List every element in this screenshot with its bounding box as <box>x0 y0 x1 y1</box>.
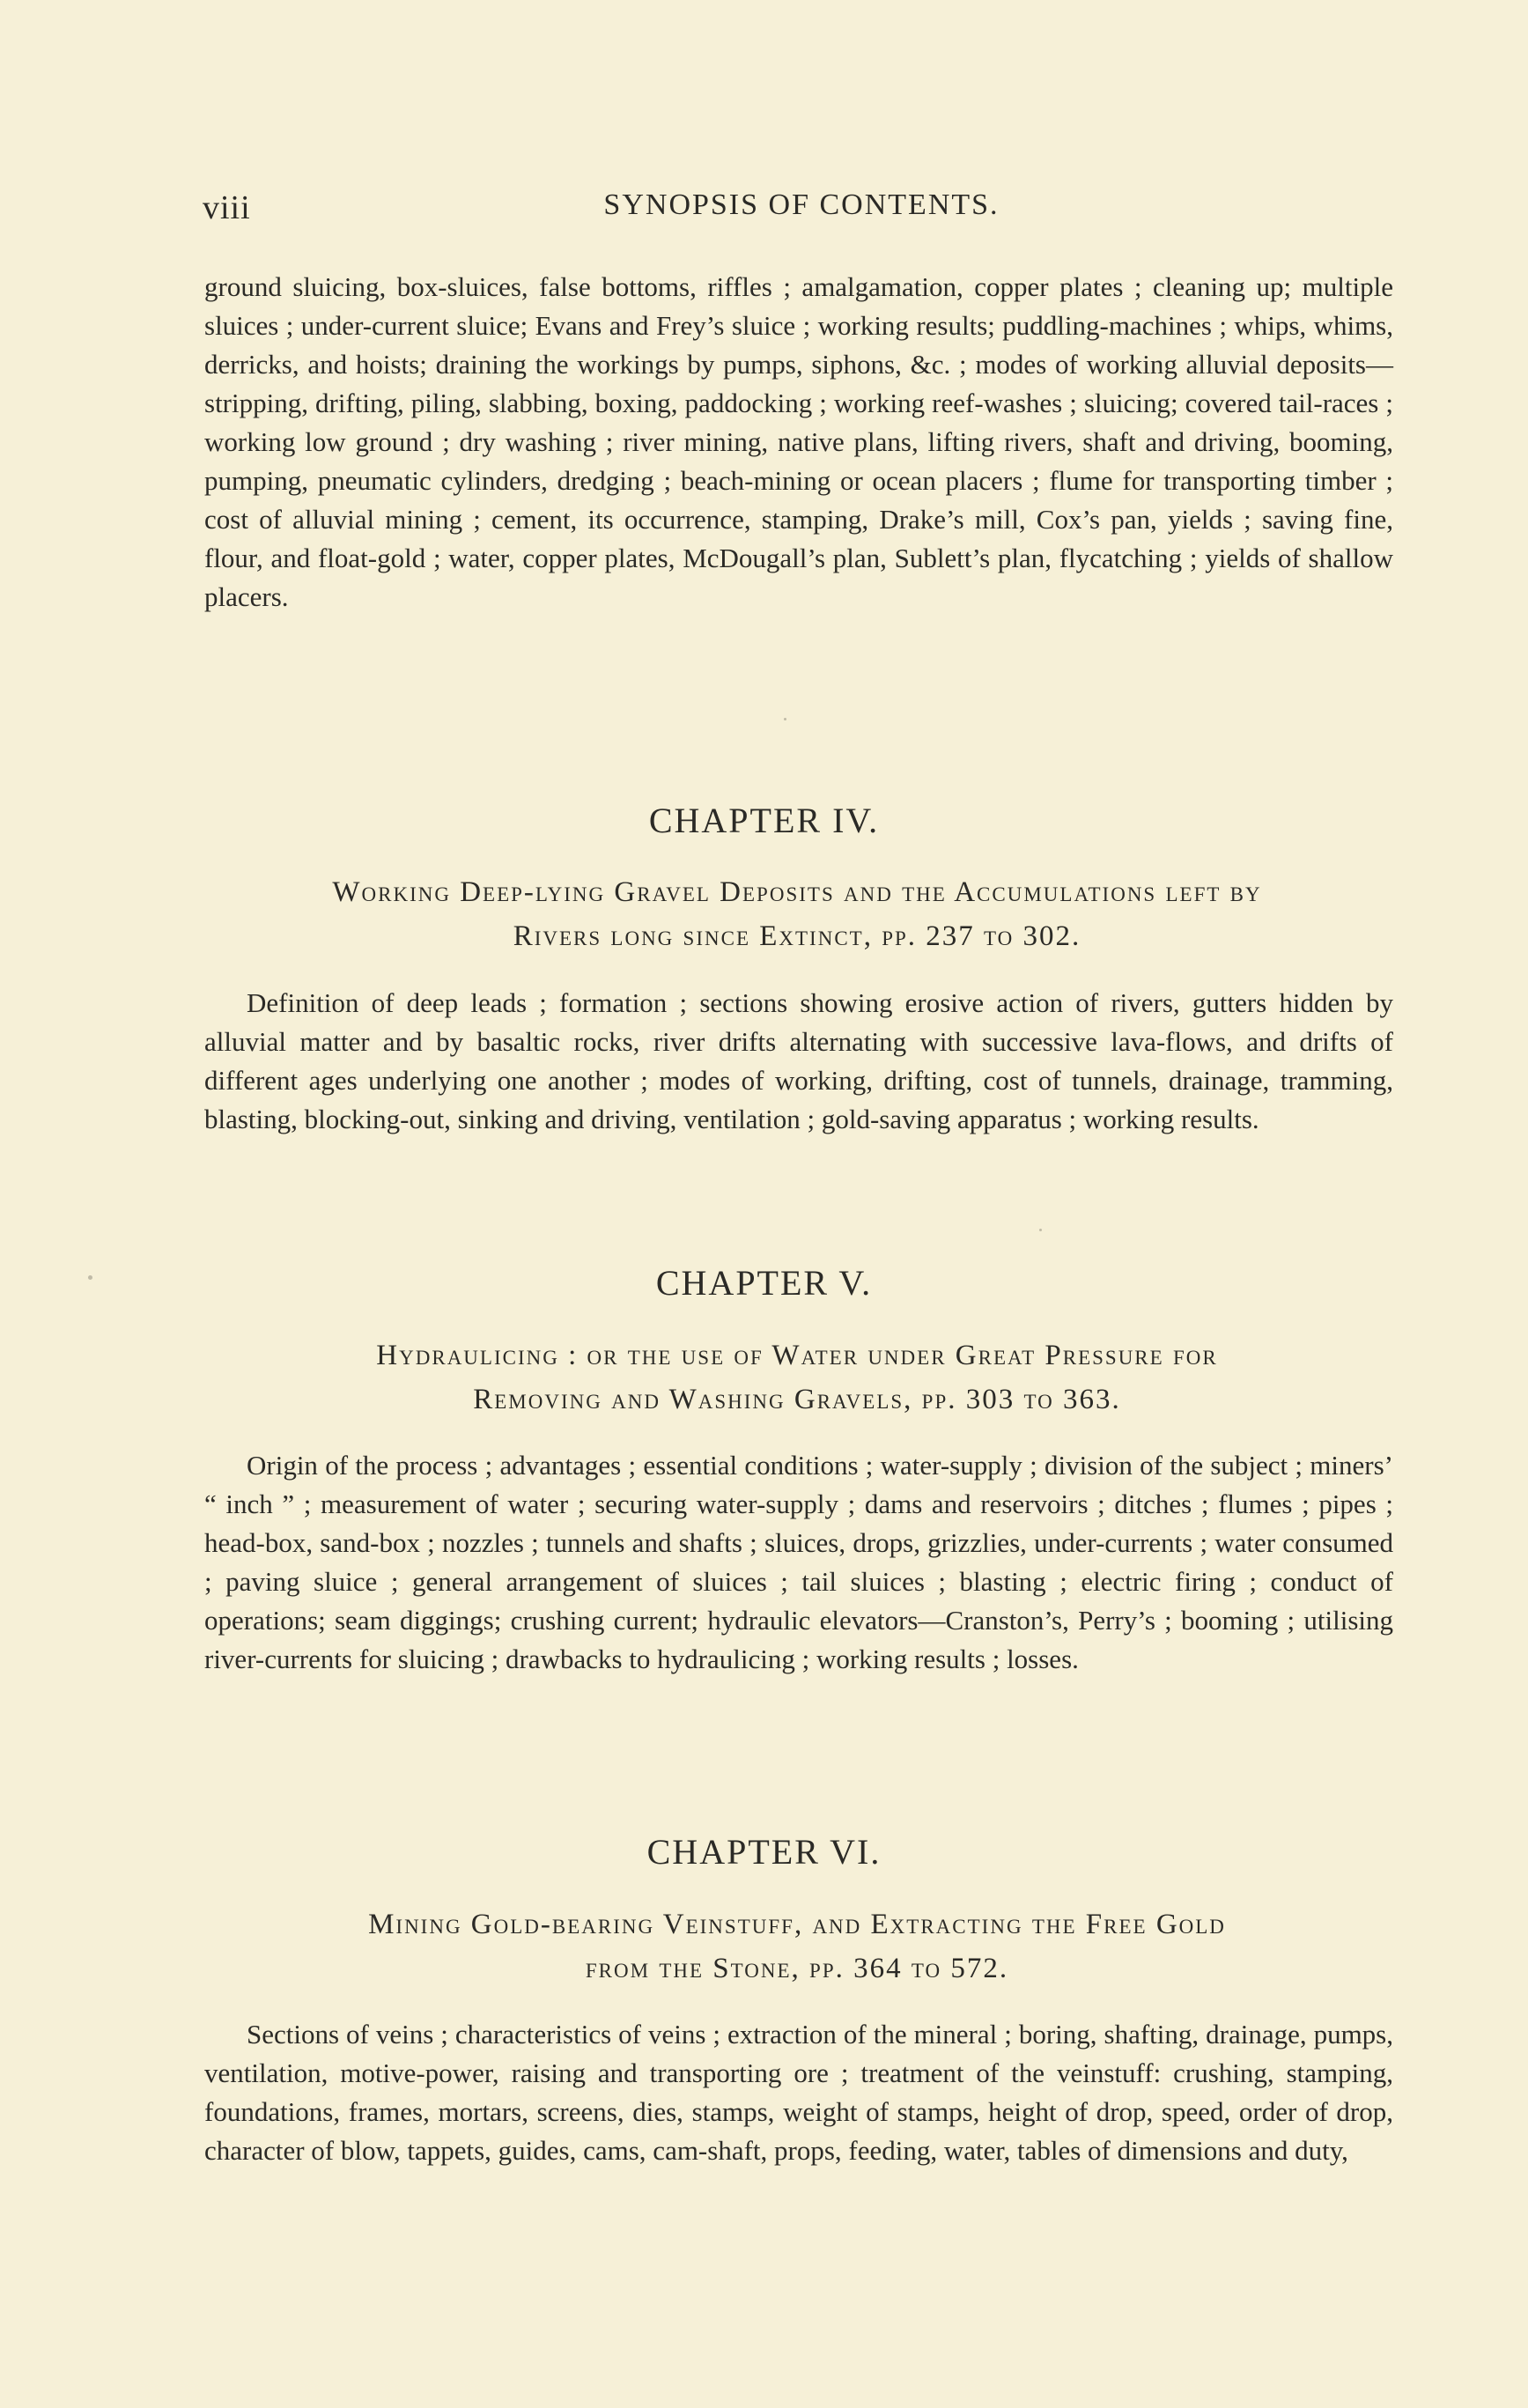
paper-speck <box>784 718 786 720</box>
paper-speck <box>88 1275 92 1280</box>
intro-paragraph: ground sluicing, box-sluices, false bottoms, riffles ; amalgamation, copper plates ; cleaning up; multiple sluices ; under-current sluice; Evans and Frey’s sluice ; working results; puddling-machines ; whips, whims, derricks, and hoists; draining the workings by pumps, siphons, &c. ; modes of working alluvial deposits—stripping, drifting, piling, slabbing, boxing, paddocking ; working reef-washes ; sluicing; covered tail-races ; working low ground ; dry washing ; river mining, native plans, lifting rivers, shaft and driving, booming, pumping, pneumatic cylinders, dredging ; beach-mining or ocean placers ; flume for transporting timber ; cost of alluvial mining ; cement, its occurrence, stamping, Drake’s mill, Cox’s pan, yields ; saving fine, flour, and float-gold ; water, copper plates, McDougall’s plan, Sublett’s plan, flycatching ; yields of shallow placers. <box>204 271 1393 612</box>
chapter-v-synopsis: Origin of the process ; advantages ; essential conditions ; water-supply ; division of the subject ; miners’ “ inch ” ; measurement of water ; securing water-supply ; dams and reservoirs ; ditches ; flumes ; pipes ; head-box, sand-box ; nozzles ; tunnels and shafts ; sluices, drops, grizzlies, under-currents ; water consumed ; paving sluice ; general arrangement of sluices ; tail sluices ; blasting ; electric firing ; conduct of operations; seam diggings; crushing current; hydraulic elevators—Cranston’s, Perry’s ; booming ; utilising river-currents for sluicing ; drawbacks to hydraulicing ; working results ; losses. <box>204 1450 1393 1674</box>
chapter-v-heading: CHAPTER V. <box>655 1263 873 1303</box>
chapter-vi-synopsis: Sections of veins ; characteristics of veins ; extraction of the mineral ; boring, shafting, drainage, pumps, ventilation, motive-power, raising and transporting ore ; treatment of the veinstuff: crushing, stamping, foundations, frames, mortars, screens, dies, stamps, weight of stamps, height of drop, speed, order of drop, character of blow, tappets, guides, cams, cam-shaft, props, feeding, water, tables of dimensions and duty, <box>204 2019 1393 2166</box>
chapter-vi-subtitle-line2: from the Stone, pp. 364 to 572. <box>585 1953 1009 1984</box>
paper-speck <box>1039 1229 1042 1231</box>
running-head <box>203 188 1400 233</box>
chapter-vi-heading: CHAPTER VI. <box>646 1832 882 1872</box>
chapter-iv-subtitle-line2: Rivers long since Extinct, pp. 237 to 302. <box>513 920 1081 952</box>
chapter-vi-subtitle-line1: Mining Gold-bearing Veinstuff, and Extracting the Free Gold <box>368 1909 1226 1940</box>
chapter-v-subtitle <box>194 1333 1400 1422</box>
chapter-iv-subtitle-line1: Working Deep-lying Gravel Deposits and the Accumulations left by <box>332 876 1262 908</box>
chapter-v-subtitle-line1: Hydraulicing : or the use of Water under Great Pressure for <box>376 1340 1218 1371</box>
chapter-iv-subtitle <box>194 870 1400 958</box>
chapter-iv-heading: CHAPTER IV. <box>648 801 880 840</box>
running-title: SYNOPSIS OF CONTENTS. <box>603 188 1000 221</box>
chapter-iv-synopsis: Definition of deep leads ; formation ; sections showing erosive action of rivers, gutters hidden by alluvial matter and by basaltic rocks, river drifts alternating with successive lava-flows, and drifts of different ages underlying one another ; modes of working, drifting, cost of tunnels, drainage, tramming, blasting, blocking-out, sinking and driving, ventilation ; gold-saving apparatus ; working results. <box>204 987 1393 1134</box>
chapter-v-subtitle-line2: Removing and Washing Gravels, pp. 303 to 363. <box>473 1384 1121 1415</box>
page-number: viii <box>203 189 251 226</box>
chapter-vi-subtitle <box>194 1902 1400 1991</box>
